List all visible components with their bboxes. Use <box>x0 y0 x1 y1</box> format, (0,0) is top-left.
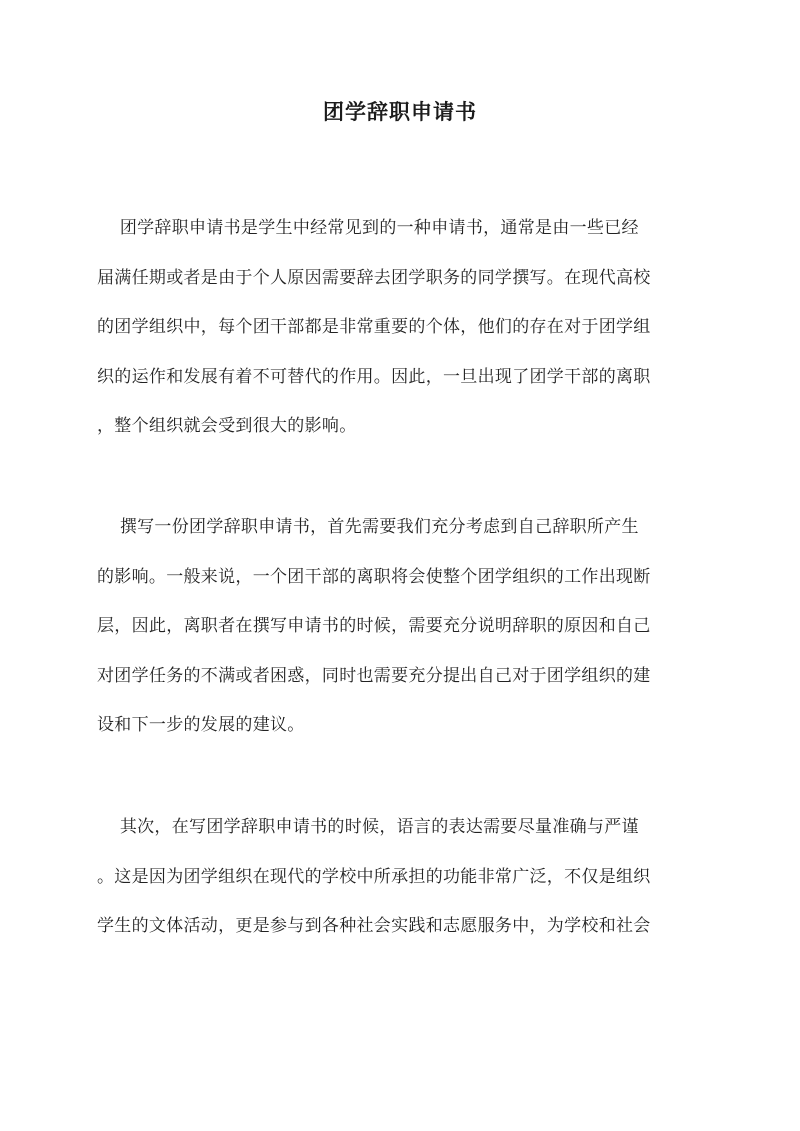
paragraph-3 <box>97 803 703 952</box>
paragraph-line: 层，因此，离职者在撰写申请书的时候，需要充分说明辞职的原因和自己 <box>97 616 651 636</box>
paragraph-line: 。这是因为团学组织在现代的学校中所承担的功能非常广泛，不仅是组织 <box>97 866 651 887</box>
paragraph-2 <box>97 503 703 751</box>
paragraph-line: 对团学任务的不满或者困惑，同时也需要充分提出自己对于团学组织的建 <box>97 665 651 686</box>
paragraph-line: 其次，在写团学辞职申请书的时候，语言的表达需要尽量准确与严谨 <box>97 817 639 837</box>
paragraph-line: 设和下一步的发展的建议。 <box>97 715 305 735</box>
paragraph-line: 的影响。一般来说，一个团干部的离职将会使整个团学组织的工作出现断 <box>97 566 651 587</box>
paragraph-line: 织的运作和发展有着不可替代的作用。因此，一旦出现了团学干部的离职 <box>97 366 651 387</box>
paragraph-line: 团学辞职申请书是学生中经常见到的一种申请书，通常是由一些已经 <box>97 218 639 238</box>
paragraph-line: 届满任期或者是由于个人原因需要辞去团学职务的同学撰写。在现代高校 <box>97 267 651 288</box>
paragraph-line: 撰写一份团学辞职申请书，首先需要我们充分考虑到自己辞职所产生 <box>97 517 639 537</box>
paragraph-line: 的团学组织中，每个团干部都是非常重要的个体，他们的存在对于团学组 <box>97 317 651 337</box>
paragraph-1 <box>97 204 703 452</box>
paragraph-line: 学生的文体活动，更是参与到各种社会实践和志愿服务中，为学校和社会 <box>97 916 651 936</box>
document-title: 团学辞职申请书 <box>323 99 477 124</box>
paragraph-line: ，整个组织就会受到很大的影响。 <box>97 416 357 436</box>
